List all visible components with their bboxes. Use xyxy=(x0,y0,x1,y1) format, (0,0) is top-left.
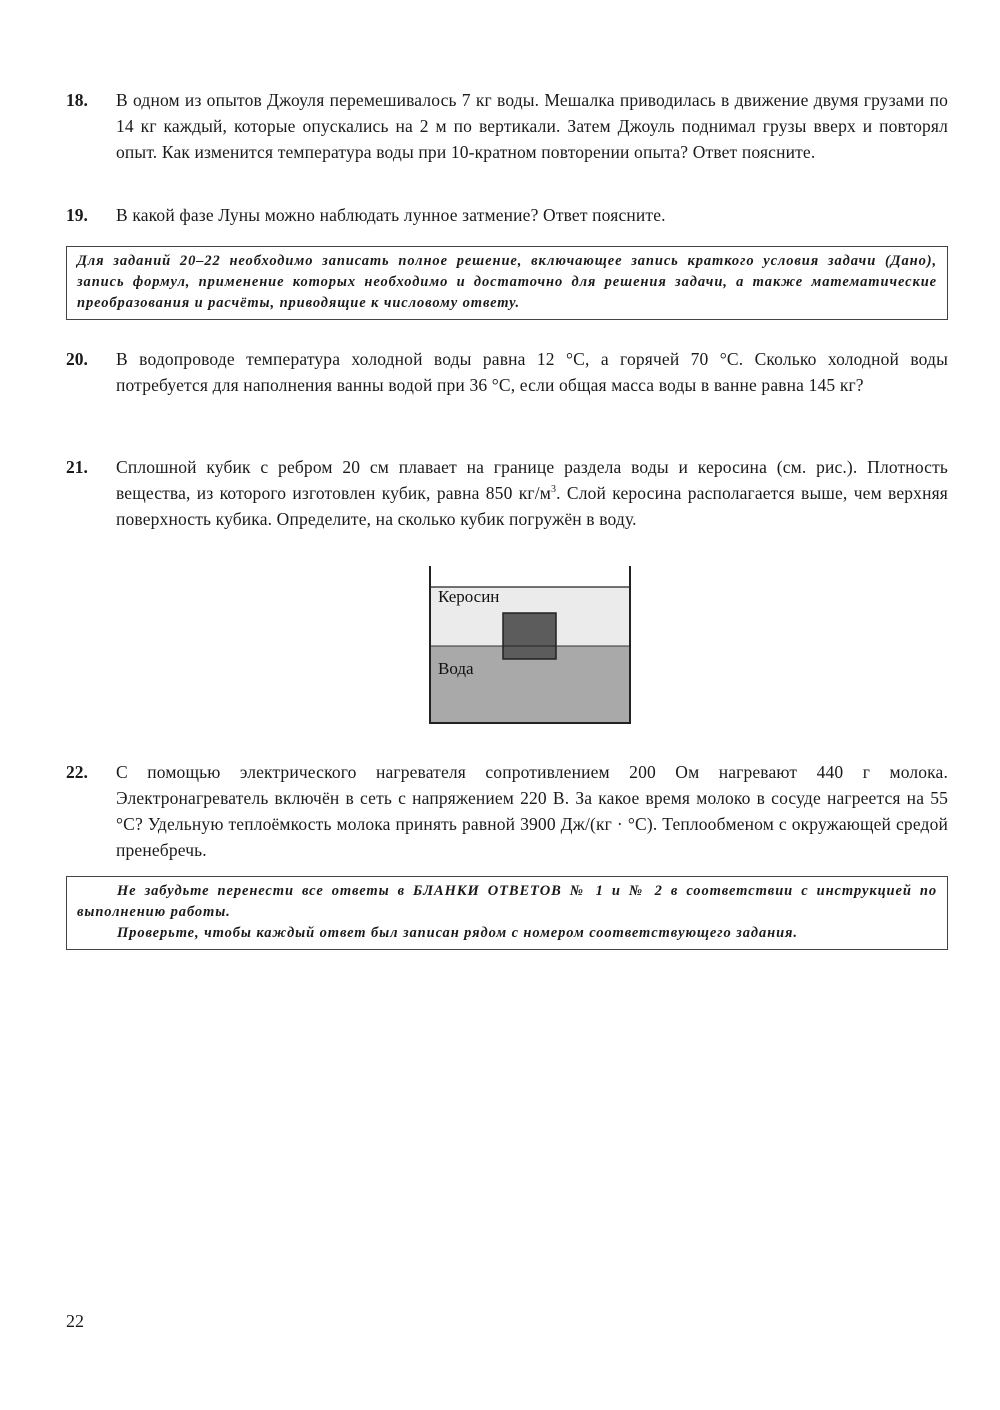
instructions-text: Для заданий 20–22 необходимо записать полное решение, включающее запись краткого условия задачи (Дано), запись формул, применение которых необходимо и достаточно для решения задачи, а также математические преобразования и расчёты, приводящие к числовому ответу. xyxy=(77,253,937,311)
task-text: С помощью электрического нагревателя сопротивлением 200 Ом нагревают 440 г молока. Электронагреватель включён в сеть с напряжением 220 В. За какое время молоко в сосуде нагреется на 55 °С? Удельную теплоёмкость молока принять равной 3900 Дж/(кг · °С). Теплообменом с окружающей средой пренебречь. xyxy=(116,762,948,860)
task-number: 21. xyxy=(66,457,88,477)
task-18 xyxy=(66,87,948,165)
reminder-line-2: Проверьте, чтобы каждый ответ был записан рядом с номером соответствующего задания. xyxy=(117,925,798,941)
task-text-part: . Слой керосина располагается выше, чем верхняя поверхность кубика. Определите, на сколько кубик погружён в воду. xyxy=(116,483,948,529)
final-reminder-box xyxy=(66,876,948,950)
task-text xyxy=(116,454,948,532)
instructions-box xyxy=(66,246,948,320)
kerosene-label: Керосин xyxy=(438,587,500,606)
task-text: В водопроводе температура холодной воды равна 12 °С, а горячей 70 °С. Сколько холодной воды потребуется для наполнения ванны водой при 36 °С, если общая масса воды в ванне равна 145 кг? xyxy=(116,349,948,395)
page-number: 22 xyxy=(66,1311,84,1331)
vessel-figure xyxy=(426,566,636,728)
task-number: 22. xyxy=(66,762,88,782)
task-text: В одном из опытов Джоуля перемешивалось 7 кг воды. Мешалка приводилась в движение двумя грузами по 14 кг каждый, которые опускались на 2 м по вертикали. Затем Джоуль поднимал грузы вверх и повторял опыт. Как изменится температура воды при 10-кратном повторении опыта? Ответ поясните. xyxy=(116,90,948,162)
task-number: 19. xyxy=(66,205,88,225)
task-19 xyxy=(66,202,948,228)
task-22 xyxy=(66,759,948,863)
task-text-part: Сплошной кубик с ребром 20 см плавает на границе раздела воды и керосина (см. рис.). Плотность вещества, из которого изготовлен кубик, равна 850 кг/м xyxy=(116,457,948,503)
task-20 xyxy=(66,346,948,398)
task-21 xyxy=(66,454,948,532)
cube xyxy=(503,613,556,659)
task-text: В какой фазе Луны можно наблюдать лунное затмение? Ответ поясните. xyxy=(116,205,666,225)
task-number: 20. xyxy=(66,349,88,369)
water-label: Вода xyxy=(438,659,474,678)
reminder-line-1: Не забудьте перенести все ответы в БЛАНКИ ОТВЕТОВ № 1 и № 2 в соответствии с инструкцией по выполнению работы. xyxy=(77,883,937,920)
task-number: 18. xyxy=(66,90,88,110)
superscript: 3 xyxy=(550,484,557,496)
